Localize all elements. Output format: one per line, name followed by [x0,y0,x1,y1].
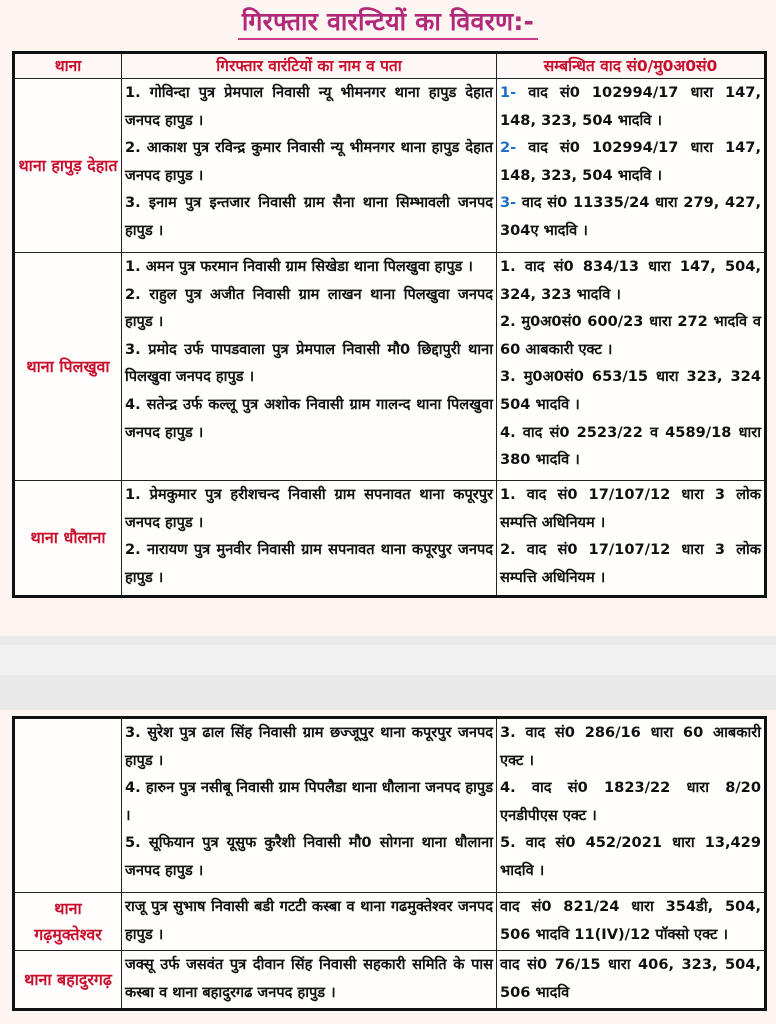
header-cases: सम्बन्धित वाद सं0/मु0अ0सं0 [497,54,765,79]
list-item: 2. वाद सं0 17/107/12 धारा 3 लोक सम्पत्ति अधिनियम । [500,541,761,586]
cases-cell-dhaulana-cont [497,719,765,893]
cases-cell-bahadurgarh [497,951,765,1009]
list-item: 3. प्रमोद उर्फ पापडवाला पुत्र प्रेमपाल निवासी मौ0 छिद्दापुरी थाना पिलखुवा जनपद हापुड । [125,340,493,386]
list-item: जक्सू उर्फ जसवंत पुत्र दीवान सिंह निवासी सहकारी समिति के पास कस्बा व थाना बहादुरगढ जनपद हापुड । [125,956,493,1001]
names-cell-garhmukteshwar [122,893,497,951]
list-item: वाद सं0 76/15 धारा 406, 323, 504, 506 भादवि [500,956,761,1001]
table-row-hapur [15,79,765,253]
names-cell-pilkhuwa [122,253,497,481]
list-item: राजू पुत्र सुभाष निवासी बडी गटटी कस्बा व थाना गढमुक्तेश्वर जनपद हापुड । [125,898,493,943]
list-item: 1. प्रेमकुमार पुत्र हरीशचन्द निवासी ग्राम सपनावत थाना कपूरपुर जनपद हापुड । [125,486,493,531]
station-pilkhuwa: थाना पिलखुवा [15,253,122,481]
warrant-table-1 [14,53,765,596]
list-item: 3. सुरेश पुत्र ढाल सिंह निवासी ग्राम छज्जूपुर थाना कपूरपुर जनपद हापुड । [125,724,493,769]
list-item: 4. हारुन पुत्र नसीबू निवासी ग्राम पिपलैडा थाना धौलाना जनपद हापुड । [125,779,493,824]
list-item: 2. आकाश पुत्र रविन्द्र कुमार निवासी न्यू भीमनगर थाना हापुड देहात जनपद हापुड । [125,139,493,184]
list-item: 5. सूफियान पुत्र यूसुफ कुरैशी निवासी मौ0 सोगना थाना धौलाना जनपद हापुड । [125,834,493,879]
header-station: थाना [15,54,122,79]
table-row-dhaulana [15,481,765,596]
list-item: 1- वाद सं0 102994/17 धारा 147, 148, 323, 504 भादवि । [500,84,761,129]
cases-cell-hapur [497,79,765,253]
station-dhaulana-cont [15,719,122,893]
names-cell-hapur [122,79,497,253]
list-item: 2. मु0अ0सं0 600/23 धारा 272 भादवि व 60 आबकारी एक्ट । [500,313,761,358]
names-cell-dhaulana [122,481,497,596]
table-row-bahadurgarh [15,951,765,1009]
station-dhaulana: थाना धौलाना [15,481,122,596]
list-item: 4. सतेन्द्र उर्फ कल्लू पुत्र अशोक निवासी ग्राम गालन्द थाना पिलखुवा जनपद हापुड । [125,395,493,441]
names-cell-dhaulana-cont [122,719,497,893]
names-cell-bahadurgarh [122,951,497,1009]
cases-cell-garhmukteshwar [497,893,765,951]
list-item: 2. नारायण पुत्र मुनवीर निवासी ग्राम सपनावत थाना कपूरपुर जनपद हापुड । [125,541,493,586]
table-row-dhaulana-cont [15,719,765,893]
list-item: 3. मु0अ0सं0 653/15 धारा 323, 324 504 भादवि । [500,368,761,413]
list-item: 4. वाद सं0 2523/22 व 4589/18 धारा 380 भादवि । [500,423,761,469]
list-item: 2. राहुल पुत्र अजीत निवासी ग्राम लाखन थाना पिलखुवा जनपद हापुड । [125,285,493,331]
document-title: गिरफ्तार वारन्टियों का विवरण:- [0,4,776,38]
list-item: 1. वाद सं0 17/107/12 धारा 3 लोक सम्पत्ति अधिनियम । [500,486,761,531]
list-item: 3. इनाम पुत्र इन्तजार निवासी ग्राम सैना थाना सिम्भावली जनपद हापुड । [125,194,493,239]
list-item: 1. गोविन्दा पुत्र प्रेमपाल निवासी न्यू भीमनगर थाना हापुड देहात जनपद हापुड । [125,84,493,129]
table-row-garhmukteshwar [15,893,765,951]
page-gap-strip [0,645,776,675]
list-item: 4. वाद सं0 1823/22 धारा 8/20 एनडीपीएस एक्ट । [500,779,761,824]
list-item: 5. वाद सं0 452/2021 धारा 13,429 भादवि । [500,834,761,879]
table-row-pilkhuwa [15,253,765,481]
cases-cell-pilkhuwa [497,253,765,481]
header-names: गिरफ्तार वारंटियों का नाम व पता [122,54,497,79]
list-item: 3. वाद सं0 286/16 धारा 60 आबकारी एक्ट । [500,724,761,769]
list-item: 3- वाद सं0 11335/24 धारा 279, 427, 304ए भादवि । [500,194,761,239]
list-item: 2- वाद सं0 102994/17 धारा 147, 148, 323, 504 भादवि । [500,139,761,184]
list-item: 1. वाद सं0 834/13 धारा 147, 504, 324, 323 भादवि । [500,258,761,303]
warrant-table-2 [14,718,765,1009]
station-bahadurgarh: थाना बहादुरगढ़ [15,951,122,1009]
station-garhmukteshwar: थाना गढ़मुक्तेश्वर [15,893,122,951]
station-hapur: थाना हापुड़ देहात [15,79,122,253]
cases-cell-dhaulana [497,481,765,596]
list-item: 1. अमन पुत्र फरमान निवासी ग्राम सिखेडा थाना पिलखुवा हापुड । [125,258,473,275]
list-item: वाद सं0 821/24 धारा 354डी, 504, 506 भादवि 11(IV)/12 पॉक्सो एक्ट । [500,898,761,943]
header-row [15,54,765,79]
